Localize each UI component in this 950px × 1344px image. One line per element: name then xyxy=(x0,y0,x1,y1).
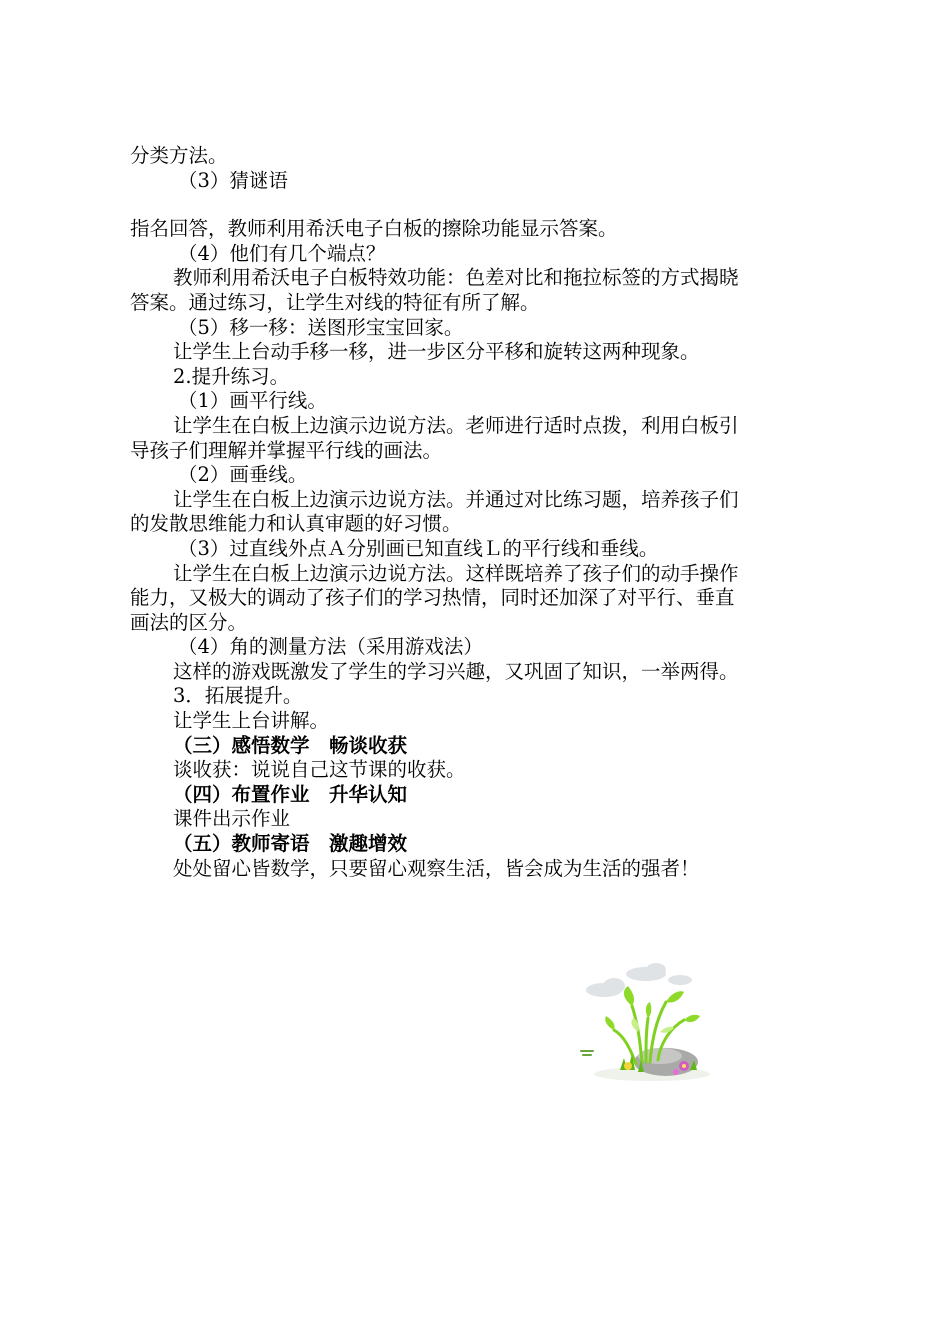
paragraph-line: 2.提升练习。 xyxy=(173,364,290,388)
paragraph-line: 画法的区分。 xyxy=(130,610,248,634)
document-body xyxy=(130,144,850,881)
paragraph-line: 让学生在白板上边演示边说方法。并通过对比练习题，培养孩子们 xyxy=(173,487,739,511)
paragraph-line: 这样的游戏既激发了学生的学习兴趣，又巩固了知识，一举两得。 xyxy=(173,659,739,683)
paragraph-line: 教师利用希沃电子白板特效功能：色差对比和拖拉标签的方式揭晓 xyxy=(173,266,739,290)
paragraph-line: （5）移一移：送图形宝宝回家。 xyxy=(178,315,464,339)
paragraph-line: 分类方法。 xyxy=(130,144,228,167)
paragraph-line: 的发散思维能力和认真审题的好习惯。 xyxy=(130,512,462,536)
paragraph-line: 答案。通过练习，让学生对线的特征有所了解。 xyxy=(130,290,540,314)
paragraph-line: 处处留心皆数学，只要留心观察生活，皆会成为生活的强者！ xyxy=(173,856,700,880)
paragraph-line: （2）画垂线。 xyxy=(178,463,308,487)
section-heading: （三）感悟数学 畅谈收获 xyxy=(173,733,408,757)
paragraph-line: （3）过直线外点Ａ分别画已知直线Ｌ的平行线和垂线。 xyxy=(178,536,659,560)
paragraph-line: 让学生上台动手移一移，进一步区分平移和旋转这两种现象。 xyxy=(173,340,700,364)
paragraph-line: （1）画平行线。 xyxy=(178,389,327,413)
paragraph-line: 谈收获：说说自己这节课的收获。 xyxy=(173,758,466,782)
blank-line xyxy=(130,193,850,217)
paragraph-line: 导孩子们理解并掌握平行线的画法。 xyxy=(130,438,443,462)
sprouts-on-stone-icon xyxy=(580,962,720,1086)
paragraph-line: 让学生在白板上边演示边说方法。这样既培养了孩子们的动手操作 xyxy=(173,561,739,585)
paragraph-line: 指名回答，教师利用希沃电子白板的擦除功能显示答案。 xyxy=(130,217,618,241)
paragraph-line: （3）猜谜语 xyxy=(178,168,288,192)
section-heading: （五）教师寄语 激趣增效 xyxy=(173,832,408,856)
paragraph-line: 课件出示作业 xyxy=(173,807,291,831)
paragraph-line: 3．拓展提升。 xyxy=(173,684,303,708)
paragraph-line: （4）他们有几个端点？ xyxy=(178,241,386,265)
section-heading: （四）布置作业 升华认知 xyxy=(173,782,408,806)
paragraph-line: （4）角的测量方法（采用游戏法） xyxy=(178,635,483,659)
paragraph-line: 让学生上台讲解。 xyxy=(173,709,330,733)
paragraph-line: 让学生在白板上边演示边说方法。老师进行适时点拨，利用白板引 xyxy=(173,413,739,437)
paragraph-line: 能力，又极大的调动了孩子们的学习热情，同时还加深了对平行、垂直 xyxy=(130,586,735,610)
